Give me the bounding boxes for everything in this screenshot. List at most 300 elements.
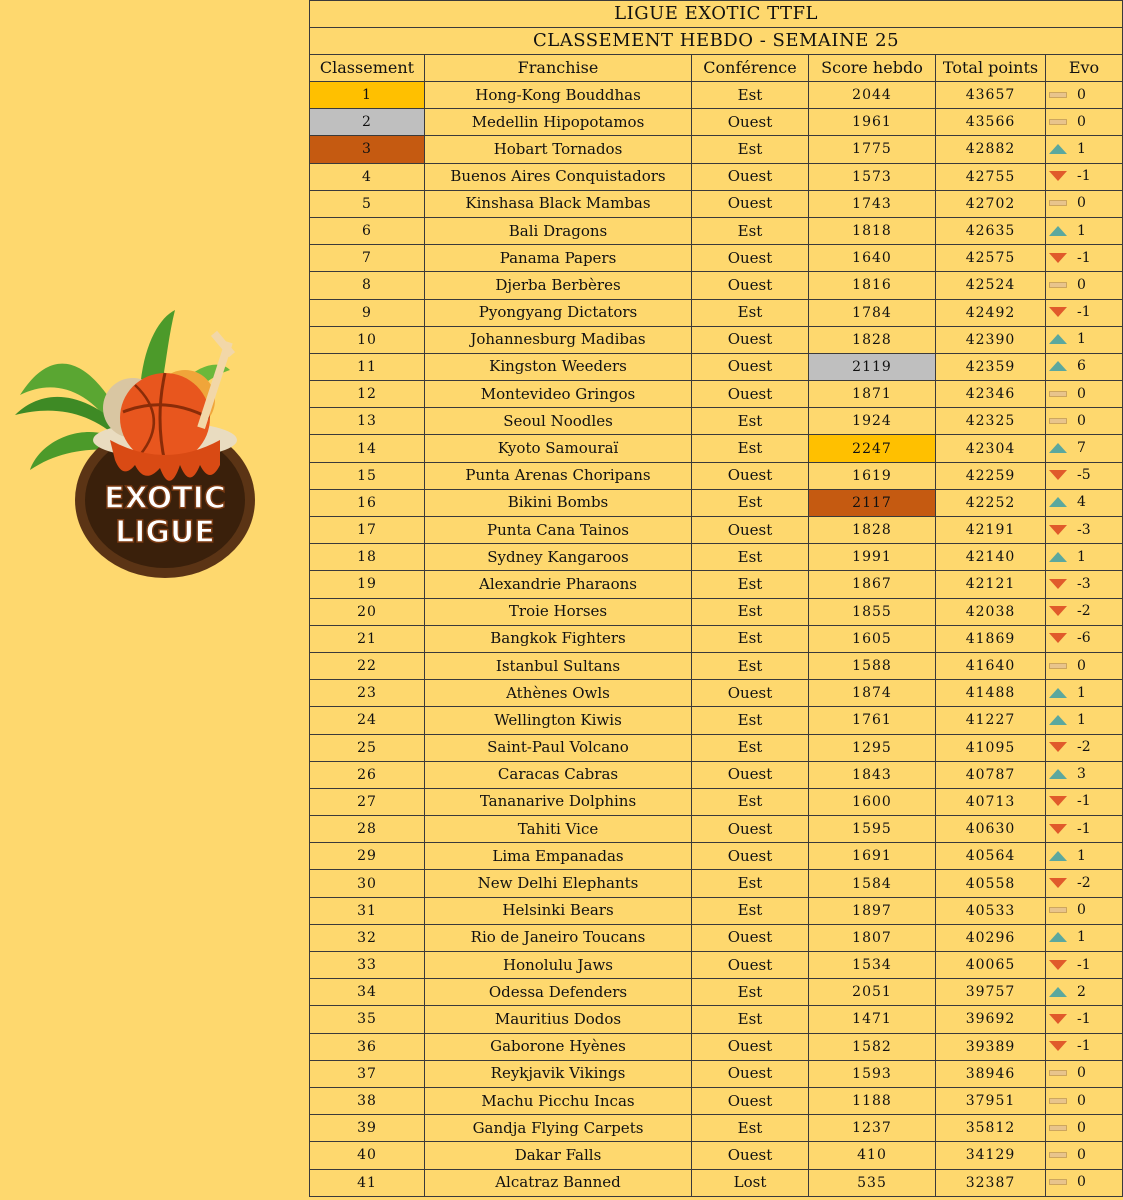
- down-arrow-icon: [1049, 307, 1067, 317]
- conference-cell: Est: [692, 299, 809, 326]
- table-row: [310, 1033, 1123, 1060]
- conference-cell: Ouest: [692, 272, 809, 299]
- evo-cell: [1046, 1006, 1123, 1033]
- score-cell: 535: [809, 1169, 936, 1196]
- rank-cell: 3: [310, 136, 425, 163]
- score-cell: 1584: [809, 870, 936, 897]
- down-arrow-icon: [1049, 171, 1067, 181]
- evo-cell: [1046, 217, 1123, 244]
- total-cell: 40787: [936, 761, 1046, 788]
- rank-cell: 16: [310, 489, 425, 516]
- no-change-icon: [1049, 1177, 1067, 1187]
- conference-cell: Ouest: [692, 1087, 809, 1114]
- score-cell: 2051: [809, 979, 936, 1006]
- up-arrow-icon: [1049, 443, 1067, 453]
- conference-cell: Est: [692, 897, 809, 924]
- total-cell: 42524: [936, 272, 1046, 299]
- evo-cell: [1046, 109, 1123, 136]
- franchise-cell: Helsinki Bears: [425, 897, 692, 924]
- rank-cell: 4: [310, 163, 425, 190]
- score-cell: 1237: [809, 1115, 936, 1142]
- score-cell: 1295: [809, 734, 936, 761]
- rank-cell: 11: [310, 353, 425, 380]
- header-conference: Conférence: [692, 55, 809, 82]
- rank-cell: 14: [310, 435, 425, 462]
- evo-value: 1: [1077, 140, 1086, 157]
- conference-cell: Ouest: [692, 353, 809, 380]
- evo-value: 0: [1077, 902, 1086, 919]
- rank-cell: 41: [310, 1169, 425, 1196]
- score-cell: 1784: [809, 299, 936, 326]
- franchise-cell: Rio de Janeiro Toucans: [425, 924, 692, 951]
- conference-cell: Ouest: [692, 1142, 809, 1169]
- evo-value: 0: [1077, 657, 1086, 674]
- total-cell: 42635: [936, 217, 1046, 244]
- conference-cell: Ouest: [692, 1033, 809, 1060]
- score-cell: 1573: [809, 163, 936, 190]
- evo-value: 1: [1077, 222, 1086, 239]
- conference-cell: Est: [692, 489, 809, 516]
- evo-cell: [1046, 489, 1123, 516]
- down-arrow-icon: [1049, 1041, 1067, 1051]
- evo-cell: [1046, 1169, 1123, 1196]
- up-arrow-icon: [1049, 932, 1067, 942]
- header-total-points: Total points: [936, 55, 1046, 82]
- evo-value: 1: [1077, 331, 1086, 348]
- score-cell: 1600: [809, 788, 936, 815]
- evo-cell: [1046, 680, 1123, 707]
- total-cell: 42121: [936, 571, 1046, 598]
- evo-cell: [1046, 734, 1123, 761]
- conference-cell: Est: [692, 707, 809, 734]
- no-change-icon: [1049, 1068, 1067, 1078]
- down-arrow-icon: [1049, 633, 1067, 643]
- total-cell: 42191: [936, 517, 1046, 544]
- rank-cell: 31: [310, 897, 425, 924]
- score-cell: 1588: [809, 652, 936, 679]
- franchise-cell: Wellington Kiwis: [425, 707, 692, 734]
- ranking-table: [309, 0, 1123, 1197]
- franchise-cell: New Delhi Elephants: [425, 870, 692, 897]
- conference-cell: Est: [692, 217, 809, 244]
- down-arrow-icon: [1049, 960, 1067, 970]
- total-cell: 41640: [936, 652, 1046, 679]
- score-cell: 1775: [809, 136, 936, 163]
- table-row: [310, 625, 1123, 652]
- evo-cell: [1046, 870, 1123, 897]
- evo-value: 0: [1077, 1146, 1086, 1163]
- down-arrow-icon: [1049, 253, 1067, 263]
- score-cell: 2117: [809, 489, 936, 516]
- total-cell: 43657: [936, 82, 1046, 109]
- evo-value: -2: [1077, 603, 1091, 620]
- conference-cell: Est: [692, 598, 809, 625]
- evo-cell: [1046, 843, 1123, 870]
- rank-cell: 1: [310, 82, 425, 109]
- table-row: [310, 299, 1123, 326]
- rank-cell: 23: [310, 680, 425, 707]
- up-arrow-icon: [1049, 715, 1067, 725]
- score-cell: 1874: [809, 680, 936, 707]
- rank-cell: 28: [310, 816, 425, 843]
- evo-cell: [1046, 163, 1123, 190]
- table-row: [310, 571, 1123, 598]
- rank-cell: 6: [310, 217, 425, 244]
- score-cell: 1828: [809, 326, 936, 353]
- no-change-icon: [1049, 1150, 1067, 1160]
- total-cell: 41095: [936, 734, 1046, 761]
- conference-cell: Ouest: [692, 843, 809, 870]
- header-classement: Classement: [310, 55, 425, 82]
- conference-cell: Est: [692, 82, 809, 109]
- conference-cell: Est: [692, 734, 809, 761]
- rank-cell: 19: [310, 571, 425, 598]
- score-cell: 1582: [809, 1033, 936, 1060]
- logo-text-line1: EXOTIC: [104, 481, 226, 516]
- franchise-cell: Kingston Weeders: [425, 353, 692, 380]
- score-cell: 2044: [809, 82, 936, 109]
- table-row: [310, 761, 1123, 788]
- score-cell: 1640: [809, 245, 936, 272]
- no-change-icon: [1049, 905, 1067, 915]
- table-row: [310, 217, 1123, 244]
- table-row: [310, 163, 1123, 190]
- evo-cell: [1046, 652, 1123, 679]
- franchise-cell: Tananarive Dolphins: [425, 788, 692, 815]
- table-row: [310, 897, 1123, 924]
- up-arrow-icon: [1049, 987, 1067, 997]
- franchise-cell: Alexandrie Pharaons: [425, 571, 692, 598]
- conference-cell: Ouest: [692, 680, 809, 707]
- evo-value: -1: [1077, 1010, 1091, 1027]
- franchise-cell: Johannesburg Madibas: [425, 326, 692, 353]
- conference-cell: Est: [692, 870, 809, 897]
- evo-value: 0: [1077, 113, 1086, 130]
- franchise-cell: Odessa Defenders: [425, 979, 692, 1006]
- no-change-icon: [1049, 198, 1067, 208]
- evo-value: -1: [1077, 956, 1091, 973]
- rank-cell: 5: [310, 190, 425, 217]
- rank-cell: 36: [310, 1033, 425, 1060]
- evo-value: 0: [1077, 412, 1086, 429]
- evo-cell: [1046, 353, 1123, 380]
- evo-cell: [1046, 1087, 1123, 1114]
- franchise-cell: Bali Dragons: [425, 217, 692, 244]
- conference-cell: Est: [692, 544, 809, 571]
- rank-cell: 22: [310, 652, 425, 679]
- rank-cell: 21: [310, 625, 425, 652]
- conference-cell: Ouest: [692, 190, 809, 217]
- evo-value: 1: [1077, 711, 1086, 728]
- score-cell: 1897: [809, 897, 936, 924]
- franchise-cell: Bikini Bombs: [425, 489, 692, 516]
- table-row: [310, 816, 1123, 843]
- table-row: [310, 598, 1123, 625]
- evo-cell: [1046, 1033, 1123, 1060]
- franchise-cell: Djerba Berbères: [425, 272, 692, 299]
- no-change-icon: [1049, 1096, 1067, 1106]
- total-cell: 42359: [936, 353, 1046, 380]
- rank-cell: 24: [310, 707, 425, 734]
- score-cell: 1867: [809, 571, 936, 598]
- table-row: [310, 517, 1123, 544]
- sheet-title: LIGUE EXOTIC TTFL: [310, 1, 1123, 28]
- table-row: [310, 353, 1123, 380]
- total-cell: 42575: [936, 245, 1046, 272]
- down-arrow-icon: [1049, 1014, 1067, 1024]
- table-row: [310, 462, 1123, 489]
- evo-value: 0: [1077, 86, 1086, 103]
- total-cell: 40630: [936, 816, 1046, 843]
- down-arrow-icon: [1049, 579, 1067, 589]
- table-row: [310, 326, 1123, 353]
- franchise-cell: Machu Picchu Incas: [425, 1087, 692, 1114]
- total-cell: 39389: [936, 1033, 1046, 1060]
- evo-value: -1: [1077, 820, 1091, 837]
- franchise-cell: Troie Horses: [425, 598, 692, 625]
- up-arrow-icon: [1049, 497, 1067, 507]
- evo-cell: [1046, 408, 1123, 435]
- evo-cell: [1046, 979, 1123, 1006]
- evo-cell: [1046, 707, 1123, 734]
- score-cell: 1471: [809, 1006, 936, 1033]
- evo-value: -6: [1077, 630, 1091, 647]
- down-arrow-icon: [1049, 796, 1067, 806]
- table-row: [310, 843, 1123, 870]
- conference-cell: Est: [692, 1006, 809, 1033]
- rank-cell: 2: [310, 109, 425, 136]
- rank-cell: 15: [310, 462, 425, 489]
- table-row: [310, 408, 1123, 435]
- evo-value: 3: [1077, 766, 1086, 783]
- up-arrow-icon: [1049, 226, 1067, 236]
- down-arrow-icon: [1049, 525, 1067, 535]
- no-change-icon: [1049, 661, 1067, 671]
- franchise-cell: Mauritius Dodos: [425, 1006, 692, 1033]
- score-cell: 1534: [809, 952, 936, 979]
- franchise-cell: Dakar Falls: [425, 1142, 692, 1169]
- total-cell: 42882: [936, 136, 1046, 163]
- total-cell: 42390: [936, 326, 1046, 353]
- up-arrow-icon: [1049, 144, 1067, 154]
- table-row: [310, 109, 1123, 136]
- total-cell: 35812: [936, 1115, 1046, 1142]
- evo-value: -1: [1077, 793, 1091, 810]
- table-row: [310, 1060, 1123, 1087]
- conference-cell: Ouest: [692, 816, 809, 843]
- total-cell: 34129: [936, 1142, 1046, 1169]
- score-cell: 1605: [809, 625, 936, 652]
- no-change-icon: [1049, 1123, 1067, 1133]
- rank-cell: 13: [310, 408, 425, 435]
- up-arrow-icon: [1049, 361, 1067, 371]
- score-cell: 1818: [809, 217, 936, 244]
- rank-cell: 27: [310, 788, 425, 815]
- score-cell: 1924: [809, 408, 936, 435]
- table-row: [310, 245, 1123, 272]
- table-row: [310, 1087, 1123, 1114]
- exotic-ligue-logo: [15, 300, 260, 580]
- total-cell: 42702: [936, 190, 1046, 217]
- header-score-hebdo: Score hebdo: [809, 55, 936, 82]
- total-cell: 40065: [936, 952, 1046, 979]
- franchise-cell: Pyongyang Dictators: [425, 299, 692, 326]
- table-row: [310, 979, 1123, 1006]
- conference-cell: Ouest: [692, 245, 809, 272]
- conference-cell: Est: [692, 1115, 809, 1142]
- rank-cell: 40: [310, 1142, 425, 1169]
- evo-cell: [1046, 571, 1123, 598]
- conference-cell: Ouest: [692, 163, 809, 190]
- total-cell: 42346: [936, 381, 1046, 408]
- score-cell: 1593: [809, 1060, 936, 1087]
- table-row: [310, 190, 1123, 217]
- total-cell: 42252: [936, 489, 1046, 516]
- header-evo: Evo: [1046, 55, 1123, 82]
- franchise-cell: Punta Cana Tainos: [425, 517, 692, 544]
- score-cell: 1843: [809, 761, 936, 788]
- franchise-cell: Gaborone Hyènes: [425, 1033, 692, 1060]
- column-headers: [310, 55, 1123, 82]
- conference-cell: Ouest: [692, 1060, 809, 1087]
- evo-value: 0: [1077, 276, 1086, 293]
- up-arrow-icon: [1049, 769, 1067, 779]
- evo-cell: [1046, 272, 1123, 299]
- table-row: [310, 870, 1123, 897]
- franchise-cell: Hong-Kong Bouddhas: [425, 82, 692, 109]
- conference-cell: Est: [692, 979, 809, 1006]
- table-row: [310, 272, 1123, 299]
- rank-cell: 10: [310, 326, 425, 353]
- rank-cell: 25: [310, 734, 425, 761]
- conference-cell: Ouest: [692, 952, 809, 979]
- evo-cell: [1046, 136, 1123, 163]
- conference-cell: Ouest: [692, 462, 809, 489]
- evo-value: -1: [1077, 1038, 1091, 1055]
- evo-value: 2: [1077, 983, 1086, 1000]
- franchise-cell: Punta Arenas Choripans: [425, 462, 692, 489]
- franchise-cell: Gandja Flying Carpets: [425, 1115, 692, 1142]
- evo-value: -1: [1077, 304, 1091, 321]
- evo-value: 1: [1077, 548, 1086, 565]
- franchise-cell: Istanbul Sultans: [425, 652, 692, 679]
- total-cell: 40564: [936, 843, 1046, 870]
- score-cell: 2119: [809, 353, 936, 380]
- evo-value: -2: [1077, 875, 1091, 892]
- up-arrow-icon: [1049, 334, 1067, 344]
- evo-cell: [1046, 1060, 1123, 1087]
- table-row: [310, 136, 1123, 163]
- franchise-cell: Honolulu Jaws: [425, 952, 692, 979]
- evo-value: 1: [1077, 929, 1086, 946]
- evo-cell: [1046, 761, 1123, 788]
- evo-value: 1: [1077, 684, 1086, 701]
- total-cell: 40296: [936, 924, 1046, 951]
- score-cell: 1816: [809, 272, 936, 299]
- total-cell: 32387: [936, 1169, 1046, 1196]
- rank-cell: 37: [310, 1060, 425, 1087]
- score-cell: 1188: [809, 1087, 936, 1114]
- rank-cell: 7: [310, 245, 425, 272]
- evo-value: -3: [1077, 521, 1091, 538]
- rank-cell: 12: [310, 381, 425, 408]
- no-change-icon: [1049, 416, 1067, 426]
- table-row: [310, 435, 1123, 462]
- score-cell: 1761: [809, 707, 936, 734]
- table-row: [310, 1006, 1123, 1033]
- franchise-cell: Medellin Hipopotamos: [425, 109, 692, 136]
- header-franchise: Franchise: [425, 55, 692, 82]
- evo-value: 7: [1077, 440, 1086, 457]
- rank-cell: 8: [310, 272, 425, 299]
- logo-text-line2: LIGUE: [115, 515, 215, 550]
- conference-cell: Est: [692, 625, 809, 652]
- down-arrow-icon: [1049, 824, 1067, 834]
- table-row: [310, 734, 1123, 761]
- evo-cell: [1046, 924, 1123, 951]
- total-cell: 43566: [936, 109, 1046, 136]
- evo-value: 0: [1077, 1174, 1086, 1191]
- evo-value: 0: [1077, 385, 1086, 402]
- rank-cell: 29: [310, 843, 425, 870]
- table-row: [310, 1142, 1123, 1169]
- evo-value: -3: [1077, 575, 1091, 592]
- table-row: [310, 1115, 1123, 1142]
- evo-cell: [1046, 245, 1123, 272]
- evo-cell: [1046, 190, 1123, 217]
- evo-cell: [1046, 816, 1123, 843]
- total-cell: 41869: [936, 625, 1046, 652]
- conference-cell: Est: [692, 136, 809, 163]
- franchise-cell: Reykjavik Vikings: [425, 1060, 692, 1087]
- evo-cell: [1046, 1142, 1123, 1169]
- table-row: [310, 652, 1123, 679]
- franchise-cell: Tahiti Vice: [425, 816, 692, 843]
- up-arrow-icon: [1049, 688, 1067, 698]
- evo-value: 6: [1077, 358, 1086, 375]
- franchise-cell: Buenos Aires Conquistadors: [425, 163, 692, 190]
- conference-cell: Ouest: [692, 326, 809, 353]
- sheet-subtitle: CLASSEMENT HEBDO - SEMAINE 25: [310, 28, 1123, 55]
- table-row: [310, 544, 1123, 571]
- no-change-icon: [1049, 389, 1067, 399]
- score-cell: 1807: [809, 924, 936, 951]
- franchise-cell: Seoul Noodles: [425, 408, 692, 435]
- conference-cell: Ouest: [692, 517, 809, 544]
- ranking-rows: [310, 82, 1123, 1197]
- evo-value: -1: [1077, 249, 1091, 266]
- franchise-cell: Montevideo Gringos: [425, 381, 692, 408]
- conference-cell: Ouest: [692, 381, 809, 408]
- evo-value: 0: [1077, 1092, 1086, 1109]
- evo-cell: [1046, 1115, 1123, 1142]
- no-change-icon: [1049, 90, 1067, 100]
- conference-cell: Est: [692, 788, 809, 815]
- total-cell: 39757: [936, 979, 1046, 1006]
- total-cell: 41227: [936, 707, 1046, 734]
- rank-cell: 34: [310, 979, 425, 1006]
- table-row: [310, 924, 1123, 951]
- total-cell: 40558: [936, 870, 1046, 897]
- down-arrow-icon: [1049, 606, 1067, 616]
- evo-value: 0: [1077, 1065, 1086, 1082]
- evo-cell: [1046, 598, 1123, 625]
- evo-cell: [1046, 625, 1123, 652]
- no-change-icon: [1049, 117, 1067, 127]
- franchise-cell: Kinshasa Black Mambas: [425, 190, 692, 217]
- evo-cell: [1046, 462, 1123, 489]
- score-cell: 1595: [809, 816, 936, 843]
